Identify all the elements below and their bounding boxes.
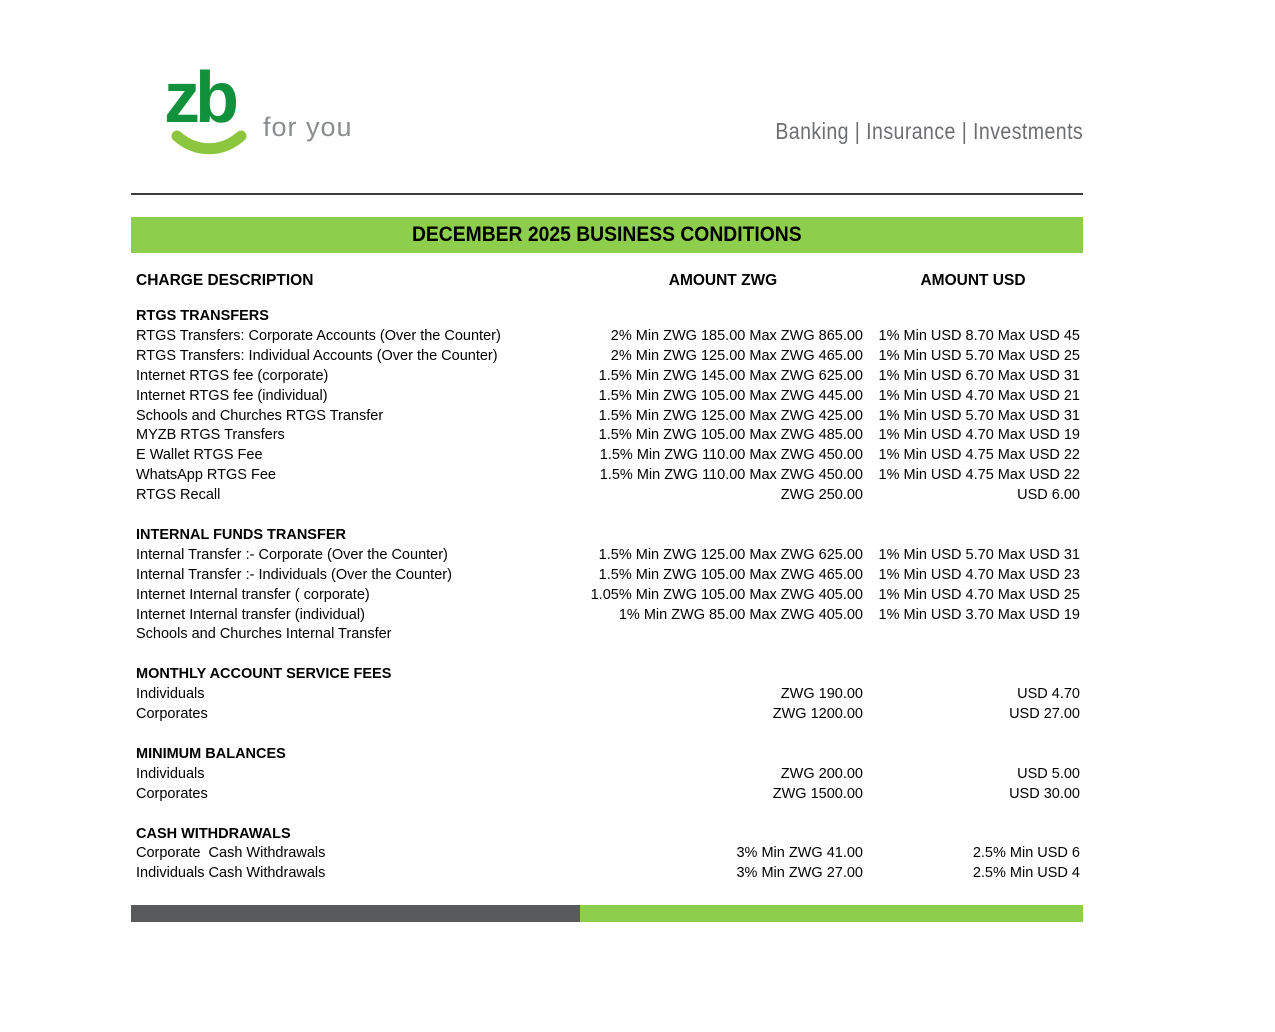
amount-usd: USD 30.00: [1009, 785, 1080, 802]
footer-bar: [131, 905, 1083, 922]
amount-zwg: 1.5% Min ZWG 125.00 Max ZWG 625.00: [598, 546, 863, 563]
column-header-amount-zwg: AMOUNT ZWG: [668, 272, 778, 289]
section-title: CASH WITHDRAWALS: [136, 825, 291, 842]
amount-usd: USD 5.00: [1017, 765, 1080, 782]
section-cash-withdrawals: [131, 825, 1083, 885]
charge-description: Internet RTGS fee (corporate): [136, 367, 329, 384]
amount-zwg: ZWG 200.00: [780, 765, 863, 782]
zb-logo-text: zb: [164, 58, 234, 138]
section-title: INTERNAL FUNDS TRANSFER: [136, 526, 346, 543]
charge-description: WhatsApp RTGS Fee: [136, 467, 276, 484]
charge-description: Internal Transfer :- Corporate (Over the Counter): [136, 546, 448, 563]
table-row: [131, 705, 1083, 725]
table-row: [131, 387, 1083, 407]
amount-usd: 1% Min USD 4.75 Max USD 22: [878, 447, 1080, 464]
table-row: [131, 407, 1083, 427]
table-row: [131, 844, 1083, 864]
charge-description: Corporates: [136, 785, 208, 802]
amount-usd: USD 4.70: [1017, 686, 1080, 703]
page-title: DECEMBER 2025 BUSINESS CONDITIONS: [412, 223, 802, 246]
amount-zwg: 1.5% Min ZWG 105.00 Max ZWG 465.00: [598, 566, 863, 583]
amount-usd: 1% Min USD 5.70 Max USD 31: [878, 546, 1080, 563]
table-row: [131, 347, 1083, 367]
footer-bar-dark-segment: [131, 905, 580, 922]
section-minimum-balances: [131, 745, 1083, 805]
amount-zwg: 1.5% Min ZWG 110.00 Max ZWG 450.00: [599, 467, 863, 484]
charge-description: Internet Internal transfer (individual): [136, 606, 365, 623]
charge-description: Internet RTGS fee (individual): [136, 387, 328, 404]
section-header-row: [131, 745, 1083, 765]
section-rtgs-transfers: [131, 307, 1083, 506]
charge-description: Individuals Cash Withdrawals: [136, 865, 326, 882]
amount-usd: 2.5% Min USD 4: [972, 865, 1080, 882]
amount-usd: 1% Min USD 4.70 Max USD 23: [878, 566, 1080, 583]
amount-usd: 2.5% Min USD 6: [972, 845, 1080, 862]
amount-zwg: [583, 625, 863, 645]
amount-usd: 1% Min USD 4.75 Max USD 22: [878, 467, 1080, 484]
amount-zwg: 1.5% Min ZWG 145.00 Max ZWG 625.00: [598, 367, 863, 384]
charge-description: Individuals: [136, 765, 205, 782]
amount-zwg: ZWG 190.00: [780, 686, 863, 703]
table-row: [131, 566, 1083, 586]
amount-zwg: ZWG 250.00: [780, 487, 863, 504]
amount-usd: 1% Min USD 6.70 Max USD 31: [878, 367, 1080, 384]
amount-usd: 1% Min USD 3.70 Max USD 19: [878, 606, 1080, 623]
amount-zwg: 1% Min ZWG 85.00 Max ZWG 405.00: [618, 606, 863, 623]
amount-usd: 1% Min USD 8.70 Max USD 45: [878, 327, 1080, 344]
charge-description: RTGS Recall: [136, 487, 221, 504]
amount-usd: USD 6.00: [1017, 487, 1080, 504]
table-row: [131, 685, 1083, 705]
amount-zwg: 1.5% Min ZWG 110.00 Max ZWG 450.00: [599, 447, 863, 464]
logo-tagline: for you: [263, 112, 353, 142]
table-row: [131, 367, 1083, 387]
table-row: [131, 486, 1083, 506]
amount-zwg: 1.5% Min ZWG 105.00 Max ZWG 445.00: [598, 387, 863, 404]
charge-description: Corporate Cash Withdrawals: [136, 845, 326, 862]
title-banner: [131, 217, 1083, 253]
services-tagline: Banking | Insurance | Investments: [775, 118, 1083, 144]
section-title: MONTHLY ACCOUNT SERVICE FEES: [136, 666, 392, 683]
charge-description: Corporates: [136, 706, 208, 723]
amount-zwg: 1.5% Min ZWG 105.00 Max ZWG 485.00: [598, 427, 863, 444]
charge-description: Individuals: [136, 686, 205, 703]
charge-description: Internet Internal transfer ( corporate): [136, 586, 370, 603]
column-header-amount-usd: AMOUNT USD: [920, 272, 1026, 289]
section-internal-funds-transfer: [131, 526, 1083, 645]
amount-zwg: ZWG 1200.00: [772, 706, 863, 723]
charge-description: Schools and Churches Internal Transfer: [136, 626, 392, 643]
section-header-row: [131, 665, 1083, 685]
charge-description: RTGS Transfers: Corporate Accounts (Over the Counter): [136, 327, 501, 344]
section-monthly-account-service-fees: [131, 665, 1083, 725]
zb-logo: [164, 58, 248, 156]
table-row: [131, 864, 1083, 884]
amount-usd: 1% Min USD 4.70 Max USD 21: [878, 387, 1080, 404]
table-row: [131, 765, 1083, 785]
column-header-description: CHARGE DESCRIPTION: [136, 272, 314, 289]
amount-usd: 1% Min USD 4.70 Max USD 25: [878, 586, 1080, 603]
amount-zwg: 3% Min ZWG 41.00: [736, 845, 863, 862]
section-header-row: [131, 526, 1083, 546]
table-row: [131, 606, 1083, 626]
amount-zwg: 2% Min ZWG 125.00 Max ZWG 465.00: [610, 347, 863, 364]
column-headers: [131, 272, 1083, 292]
table-row: [131, 426, 1083, 446]
charge-description: MYZB RTGS Transfers: [136, 427, 285, 444]
amount-zwg: 1.5% Min ZWG 125.00 Max ZWG 425.00: [598, 407, 863, 424]
amount-usd: USD 27.00: [1009, 706, 1080, 723]
table-row: [131, 327, 1083, 347]
table-row: [131, 586, 1083, 606]
amount-zwg: 1.05% Min ZWG 105.00 Max ZWG 405.00: [590, 586, 863, 603]
charges-table: [131, 307, 1083, 884]
amount-usd: 1% Min USD 5.70 Max USD 25: [878, 347, 1080, 364]
masthead: [131, 0, 1083, 195]
charge-description: Internal Transfer :- Individuals (Over the Counter): [136, 566, 452, 583]
table-row: [131, 785, 1083, 805]
table-row: [131, 446, 1083, 466]
table-row: [131, 625, 1083, 645]
amount-usd: [863, 625, 1083, 645]
charge-description: Schools and Churches RTGS Transfer: [136, 407, 384, 424]
amount-usd: 1% Min USD 4.70 Max USD 19: [878, 427, 1080, 444]
charge-description: RTGS Transfers: Individual Accounts (Over the Counter): [136, 347, 498, 364]
document-page: [131, 0, 1083, 922]
amount-zwg: ZWG 1500.00: [772, 785, 863, 802]
footer-bar-green-segment: [580, 905, 1083, 922]
section-title: RTGS TRANSFERS: [136, 308, 269, 324]
table-row: [131, 546, 1083, 566]
section-title: MINIMUM BALANCES: [136, 745, 286, 762]
amount-zwg: 3% Min ZWG 27.00: [736, 865, 863, 882]
table-row: [131, 466, 1083, 486]
amount-zwg: 2% Min ZWG 185.00 Max ZWG 865.00: [610, 327, 863, 344]
section-header-row: [131, 825, 1083, 845]
section-header-row: [131, 307, 1083, 327]
amount-usd: 1% Min USD 5.70 Max USD 31: [878, 407, 1080, 424]
charge-description: E Wallet RTGS Fee: [136, 447, 263, 464]
